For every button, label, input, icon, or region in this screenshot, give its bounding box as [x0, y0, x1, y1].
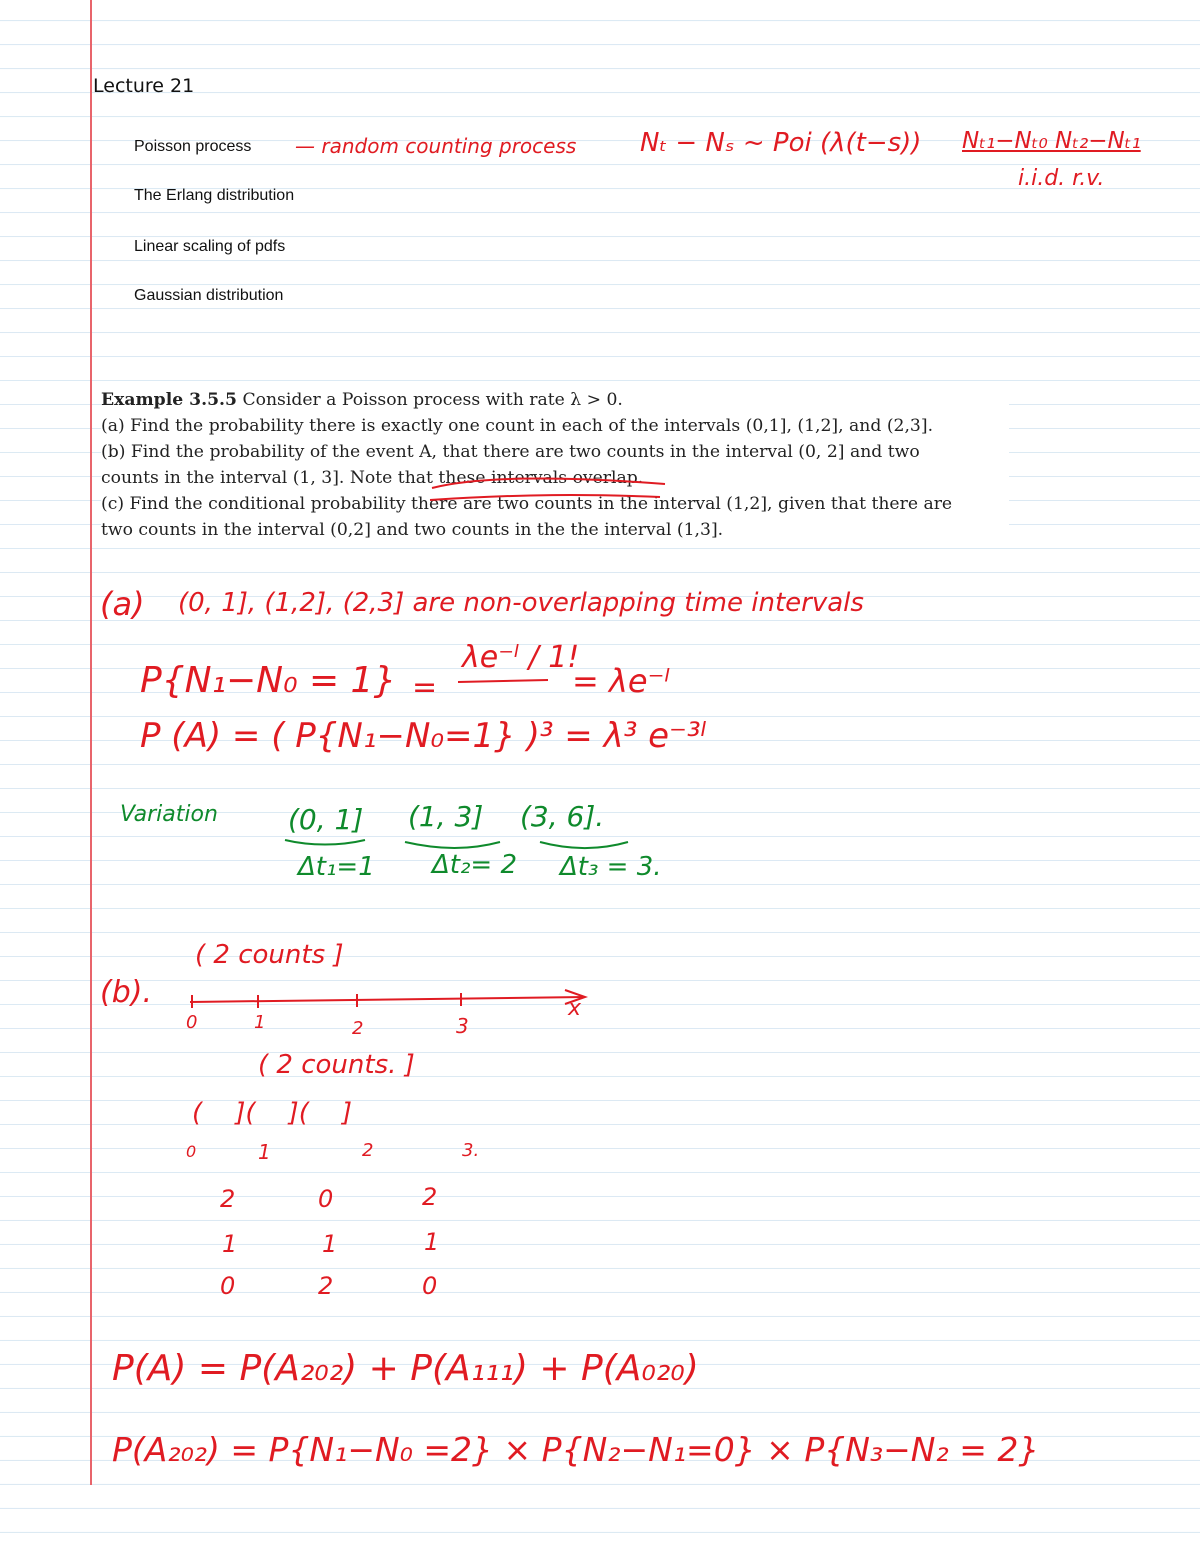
- tick-2: 2: [352, 1018, 364, 1039]
- topic-linear-scaling: Linear scaling of pdfs: [134, 238, 286, 255]
- note-increments: Nₜ₁−Nₜ₀ Nₜ₂−Nₜ₁: [962, 128, 1141, 154]
- topic-gaussian: Gaussian distribution: [134, 287, 284, 304]
- case-2-b: 1: [322, 1230, 338, 1258]
- variation-label: Variation: [120, 802, 218, 827]
- case-3-b: 2: [318, 1272, 334, 1300]
- topic-erlang: The Erlang distribution: [134, 187, 295, 204]
- case-1-c: 2: [422, 1183, 438, 1211]
- case-2-a: 1: [222, 1230, 238, 1258]
- sub-tick-1: 1: [258, 1140, 271, 1164]
- note-random-counting: — random counting process: [295, 134, 577, 158]
- case-3-a: 0: [220, 1272, 236, 1300]
- example-line2: (a) Find the probability there is exactly one count in each of the intervals (0,1], (1,2], and (2,3].: [101, 416, 934, 436]
- lecture-title: Lecture 21: [93, 75, 195, 97]
- sol-b-eq-case: P(A₂₀₂) = P{N₁−N₀ =2} × P{N₂−N₁=0} × P{N₃−N₂ = 2}: [112, 1430, 1040, 1469]
- sol-b-second-bracket: ( 2 counts. ]: [258, 1050, 415, 1080]
- variation-interval-2: (1, 3]: [408, 800, 484, 833]
- note-poisson-formula: Nₜ − Nₛ ~ Poi (λ(t−s)): [640, 128, 922, 158]
- variation-interval-1: (0, 1]: [288, 803, 364, 836]
- sub-tick-0: 0: [186, 1142, 197, 1161]
- sol-a-eq1-mid: λe⁻ˡ / 1!: [462, 640, 580, 675]
- example-line3: (b) Find the probability of the event A, that there are two counts in the interval (0, 2] and two: [101, 442, 920, 462]
- tick-0: 0: [186, 1012, 198, 1033]
- example-line5: (c) Find the conditional probability there are two counts in the interval (1,2], given that there are: [101, 494, 953, 514]
- example-line6: two counts in the interval (0,2] and two counts in the the interval (1,3].: [101, 520, 724, 540]
- sol-b-top-bracket: ( 2 counts ]: [195, 940, 344, 970]
- sol-a-intervals: (0, 1], (1,2], (2,3] are non-overlapping time intervals: [178, 588, 864, 618]
- sol-a-label: (a): [100, 585, 145, 623]
- sol-b-eq-total: P(A) = P(A₂₀₂) + P(A₁₁₁) + P(A₀₂₀): [112, 1348, 699, 1389]
- tick-1: 1: [254, 1012, 266, 1033]
- variation-dt-3: Δt₃ = 3.: [560, 852, 662, 882]
- note-iid: i.i.d. r.v.: [1018, 166, 1105, 191]
- sol-a-eq1-rhs: = λe⁻ˡ: [572, 662, 670, 700]
- sol-a-eq2: P (A) = ( P{N₁−N₀=1} )³ = λ³ e⁻³ˡ: [140, 716, 707, 756]
- equals-sign: =: [412, 670, 438, 705]
- case-2-c: 1: [424, 1228, 440, 1256]
- tick-3: 3: [456, 1014, 469, 1038]
- sol-b-label: (b).: [100, 975, 152, 1010]
- example-line4: counts in the interval (1, 3]. Note that these intervals overlap.: [101, 468, 644, 488]
- variation-interval-3: (3, 6].: [520, 800, 605, 833]
- sub-tick-2: 2: [362, 1140, 374, 1161]
- variation-dt-1: Δt₁=1: [298, 852, 375, 882]
- topic-poisson: Poisson process: [134, 138, 252, 155]
- sub-tick-3: 3.: [462, 1140, 480, 1161]
- axis-variable: x: [568, 996, 582, 1021]
- case-1-b: 0: [318, 1185, 334, 1213]
- example-line1: Consider a Poisson process with rate λ > 0.: [236, 390, 623, 410]
- sol-a-eq1-lhs: P{N₁−N₀ = 1}: [140, 660, 397, 701]
- variation-dt-2: Δt₂= 2: [432, 850, 517, 880]
- sol-b-subintervals: ( ]( ]( ]: [192, 1098, 353, 1128]
- case-3-c: 0: [422, 1272, 438, 1300]
- case-1-a: 2: [220, 1185, 236, 1213]
- example-heading: Example 3.5.5: [101, 390, 237, 410]
